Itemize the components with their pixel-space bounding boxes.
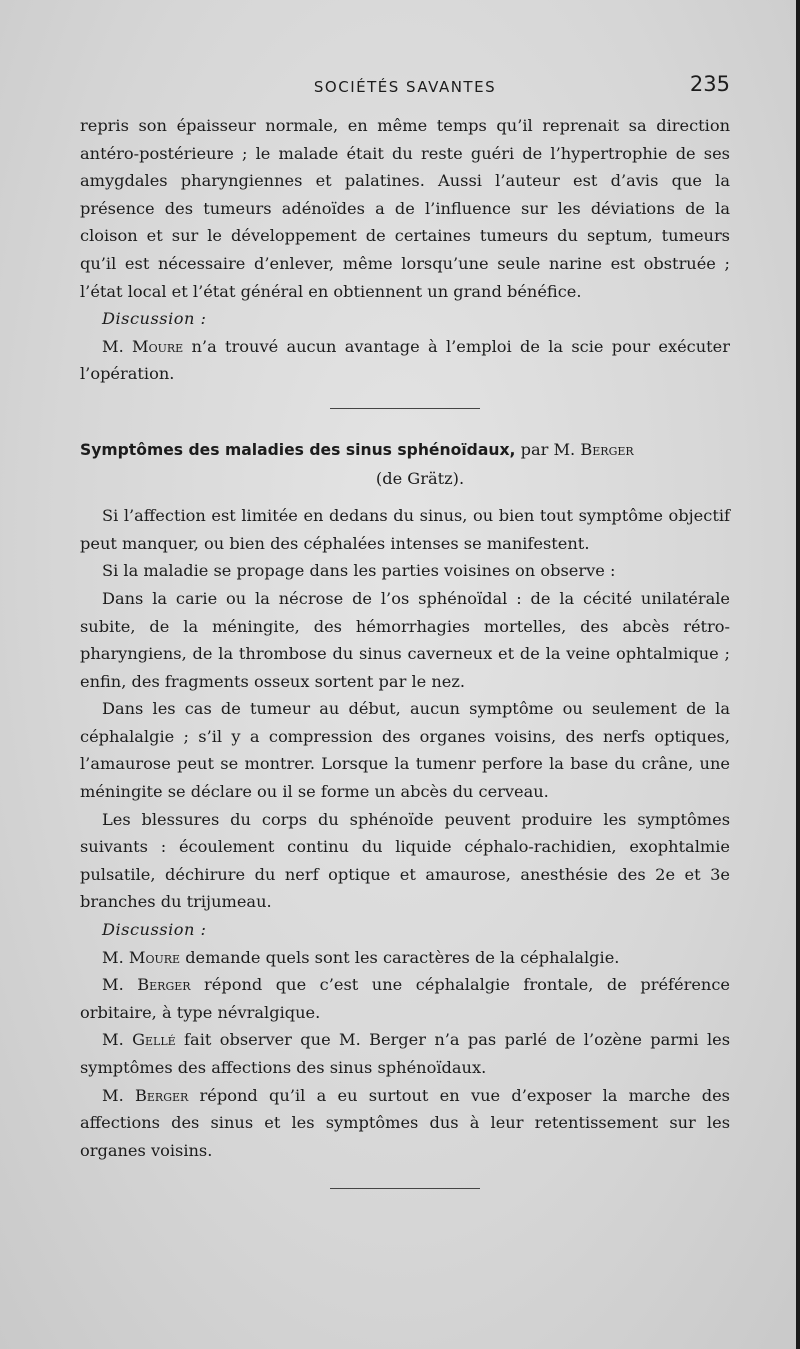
paragraph: Dans les cas de tumeur au début, aucun symptôme ou seulement de la céphalalgie ; s’il y a compression des organes voisins, des nerfs optiques, l’amaurose peut se montrer. Lorsque la tumenr perfore la base du crâne, une méningite se déclare ou il se forme un abcès du cerveau. [80, 699, 730, 802]
speaker-name: M. Berger [102, 1085, 189, 1105]
running-title: SOCIÉTÉS SAVANTES [313, 78, 497, 96]
speaker-name: M. Gellé [102, 1030, 176, 1050]
paragraph: Les blessures du corps du sphénoïde peuvent produire les symptômes suivants : écoulement continu du liquide céphalo-rachidien, exophtalmie pulsatile, déchirure du nerf optique et amaurose, anesthésie des 2e et 3e branches du trijumeau. [80, 809, 730, 912]
page-header [80, 72, 730, 102]
section-title-text: Symptômes des maladies des sinus sphénoïdaux, [80, 440, 516, 459]
page-body [80, 112, 730, 1189]
remark-text: n’a trouvé aucun avantage à l’emploi de la scie pour exécuter l’opération. [80, 336, 730, 384]
end-divider [330, 1188, 480, 1189]
paragraph-continuation: repris son épaisseur normale, en même temps qu’il reprenait sa direction antéro-postérieure ; le malade était du reste guéri de l’hypertrophie de ses amygdales pharyngiennes et palatines. Aussi l’auteur est d’avis que la présence des tumeurs adénoïdes a de l’influence sur les déviations de la cloison et sur le développement de certaines tumeurs du septum, tumeurs qu’il est nécessaire d’enlever, même lorsqu’une seule narine est obstruée ; l’état local et l’état général en obtiennent un grand bénéfice. [80, 116, 730, 301]
speaker-name: M. Moure [102, 947, 181, 967]
discussion-remark [80, 944, 730, 972]
section-title [80, 436, 730, 465]
discussion-heading: Discussion : [102, 920, 207, 940]
remark-text: demande quels sont les caractères de la céphalalgie. [180, 947, 620, 967]
page-number: 235 [689, 72, 730, 96]
remark-text: fait observer que M. Berger n’a pas parlé de l’ozène parmi les symptômes des affections des sinus sphénoïdaux. [80, 1030, 731, 1077]
section-by: par M. [515, 439, 581, 459]
discussion-remark [80, 1026, 730, 1081]
remark-text: répond que c’est une céphalalgie frontale, de préférence orbitaire, à type névralgique. [80, 975, 730, 1022]
discussion-remark [80, 333, 730, 388]
speaker-name: M. Moure [102, 336, 184, 356]
section-origin: (de Grätz). [375, 468, 465, 488]
discussion-heading: Discussion : [102, 309, 207, 329]
paragraph: Si la maladie se propage dans les parties voisines on observe : [102, 561, 616, 581]
section-divider [330, 408, 480, 409]
section-author: Berger [580, 439, 634, 459]
remark-text: répond qu’il a eu surtout en vue d’exposer la marche des affections des sinus et les symptômes dus à leur retentissement sur les organes voisins. [80, 1085, 730, 1160]
paragraph: Dans la carie ou la nécrose de l’os sphénoïdal : de la cécité unilatérale subite, de la méningite, des hémorrhagies mortelles, des abcès rétro-pharyngiens, de la thrombose du sinus caverneux et de la veine ophtalmique ; enfin, des fragments osseux sortent par le nez. [80, 588, 730, 691]
discussion-remark [80, 1082, 730, 1165]
discussion-remark [80, 971, 730, 1026]
speaker-name: M. Berger [102, 975, 191, 995]
paragraph: Si l’affection est limitée en dedans du sinus, ou bien tout symptôme objectif peut manquer, ou bien des céphalées intenses se manifestent. [80, 506, 730, 553]
